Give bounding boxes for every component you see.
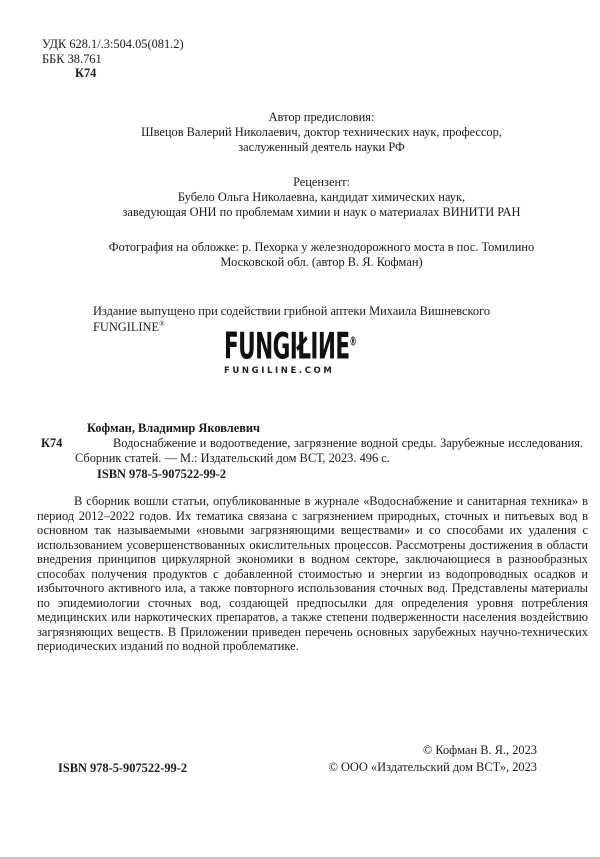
catalog-card-index: К74 xyxy=(41,436,63,450)
cover-photo-line2: Московской обл. (автор В. Я. Кофман) xyxy=(220,255,423,270)
cover-photo-caption xyxy=(55,240,588,270)
cover-photo-line1: Фотография на обложке: р. Пехорка у железнодорожного моста в пос. Томилино xyxy=(108,240,535,254)
reviewer-heading: Рецензент: xyxy=(293,175,350,189)
bbk-code: ББК 38.761 xyxy=(42,51,102,66)
reviewer-line1: Бубело Ольга Николаевна, кандидат химических наук, xyxy=(177,190,466,205)
author-index-code: К74 xyxy=(75,66,97,80)
fungiline-wordmark xyxy=(224,325,357,368)
reviewer-block xyxy=(55,175,588,221)
copyright-author: © Кофман В. Я., 2023 xyxy=(422,743,537,757)
registered-mark: ® xyxy=(159,318,165,328)
catalog-card xyxy=(41,421,583,482)
fungiline-website: FUNGILINE.COM xyxy=(224,366,335,376)
copyright-publisher: © ООО «Издательский дом ВСТ», 2023 xyxy=(328,759,537,774)
catalog-card-isbn: ISBN 978-5-907522-99-2 xyxy=(97,466,227,481)
classification-codes xyxy=(42,37,184,81)
sponsor-line1: Издание выпущено при содействии грибной аптеки Михаила Вишневского xyxy=(93,304,491,318)
reviewer-line2: заведующая ОНИ по проблемам химии и наук о материалах ВИНИТИ РАН xyxy=(122,205,521,220)
fungiline-logo xyxy=(224,325,445,376)
preface-author-line2: заслуженный деятель науки РФ xyxy=(238,140,405,155)
catalog-card-author: Кофман, Владимир Яковлевич xyxy=(87,421,261,435)
book-annotation: В сборник вошли статьи, опубликованные в журнале «Водоснабжение и санитарная техника» в период 2012–2022 годов. Их тематика связана с загрязнением природных, сточных и питьевых вод в основном так называемыми «новыми загрязняющими веществами» и со способами их удаления с использованием усовершенствованных окислительных процессов. Рассмотрены достижения в области внедрения принципов циркулярной экономики в водном секторе, заключающиеся в разнообразных способах получения продуктов с добавленной стоимостью и энергии из водопроводных осадков и избыточного активного ила, а также повторного использования сточных вод. Представлены материалы по эпидемиологии сточных вод, создающей предпосылки для определения уровня потребления медицинских или наркотических препаратов, а также степени подверженности населения воздействию загрязняющих веществ. В Приложении приведен перечень основных зарубежных научно-технических периодических изданий по водной проблематике. xyxy=(37,494,588,653)
logo-registered-mark: ® xyxy=(349,334,357,349)
footer-isbn: ISBN 978-5-907522-99-2 xyxy=(58,761,188,775)
preface-author-line1: Швецов Валерий Николаевич, доктор технических наук, профессор, xyxy=(141,125,502,140)
preface-author-block xyxy=(55,110,588,156)
udk-code: УДК 628.1/.3:504.05(081.2) xyxy=(42,37,184,51)
preface-author-heading: Автор предисловия: xyxy=(268,110,375,124)
fungiline-wordmark-text: FUNGIŁIИE xyxy=(224,325,350,368)
copyright-block xyxy=(328,742,537,775)
catalog-card-description: Водоснабжение и водоотведение, загрязнение водной среды. Зарубежные исследования. Сборник статей. — М.: Издательский дом ВСТ, 2023. 496 с. xyxy=(75,436,583,466)
sponsor-brand: FUNGILINE xyxy=(93,319,160,334)
